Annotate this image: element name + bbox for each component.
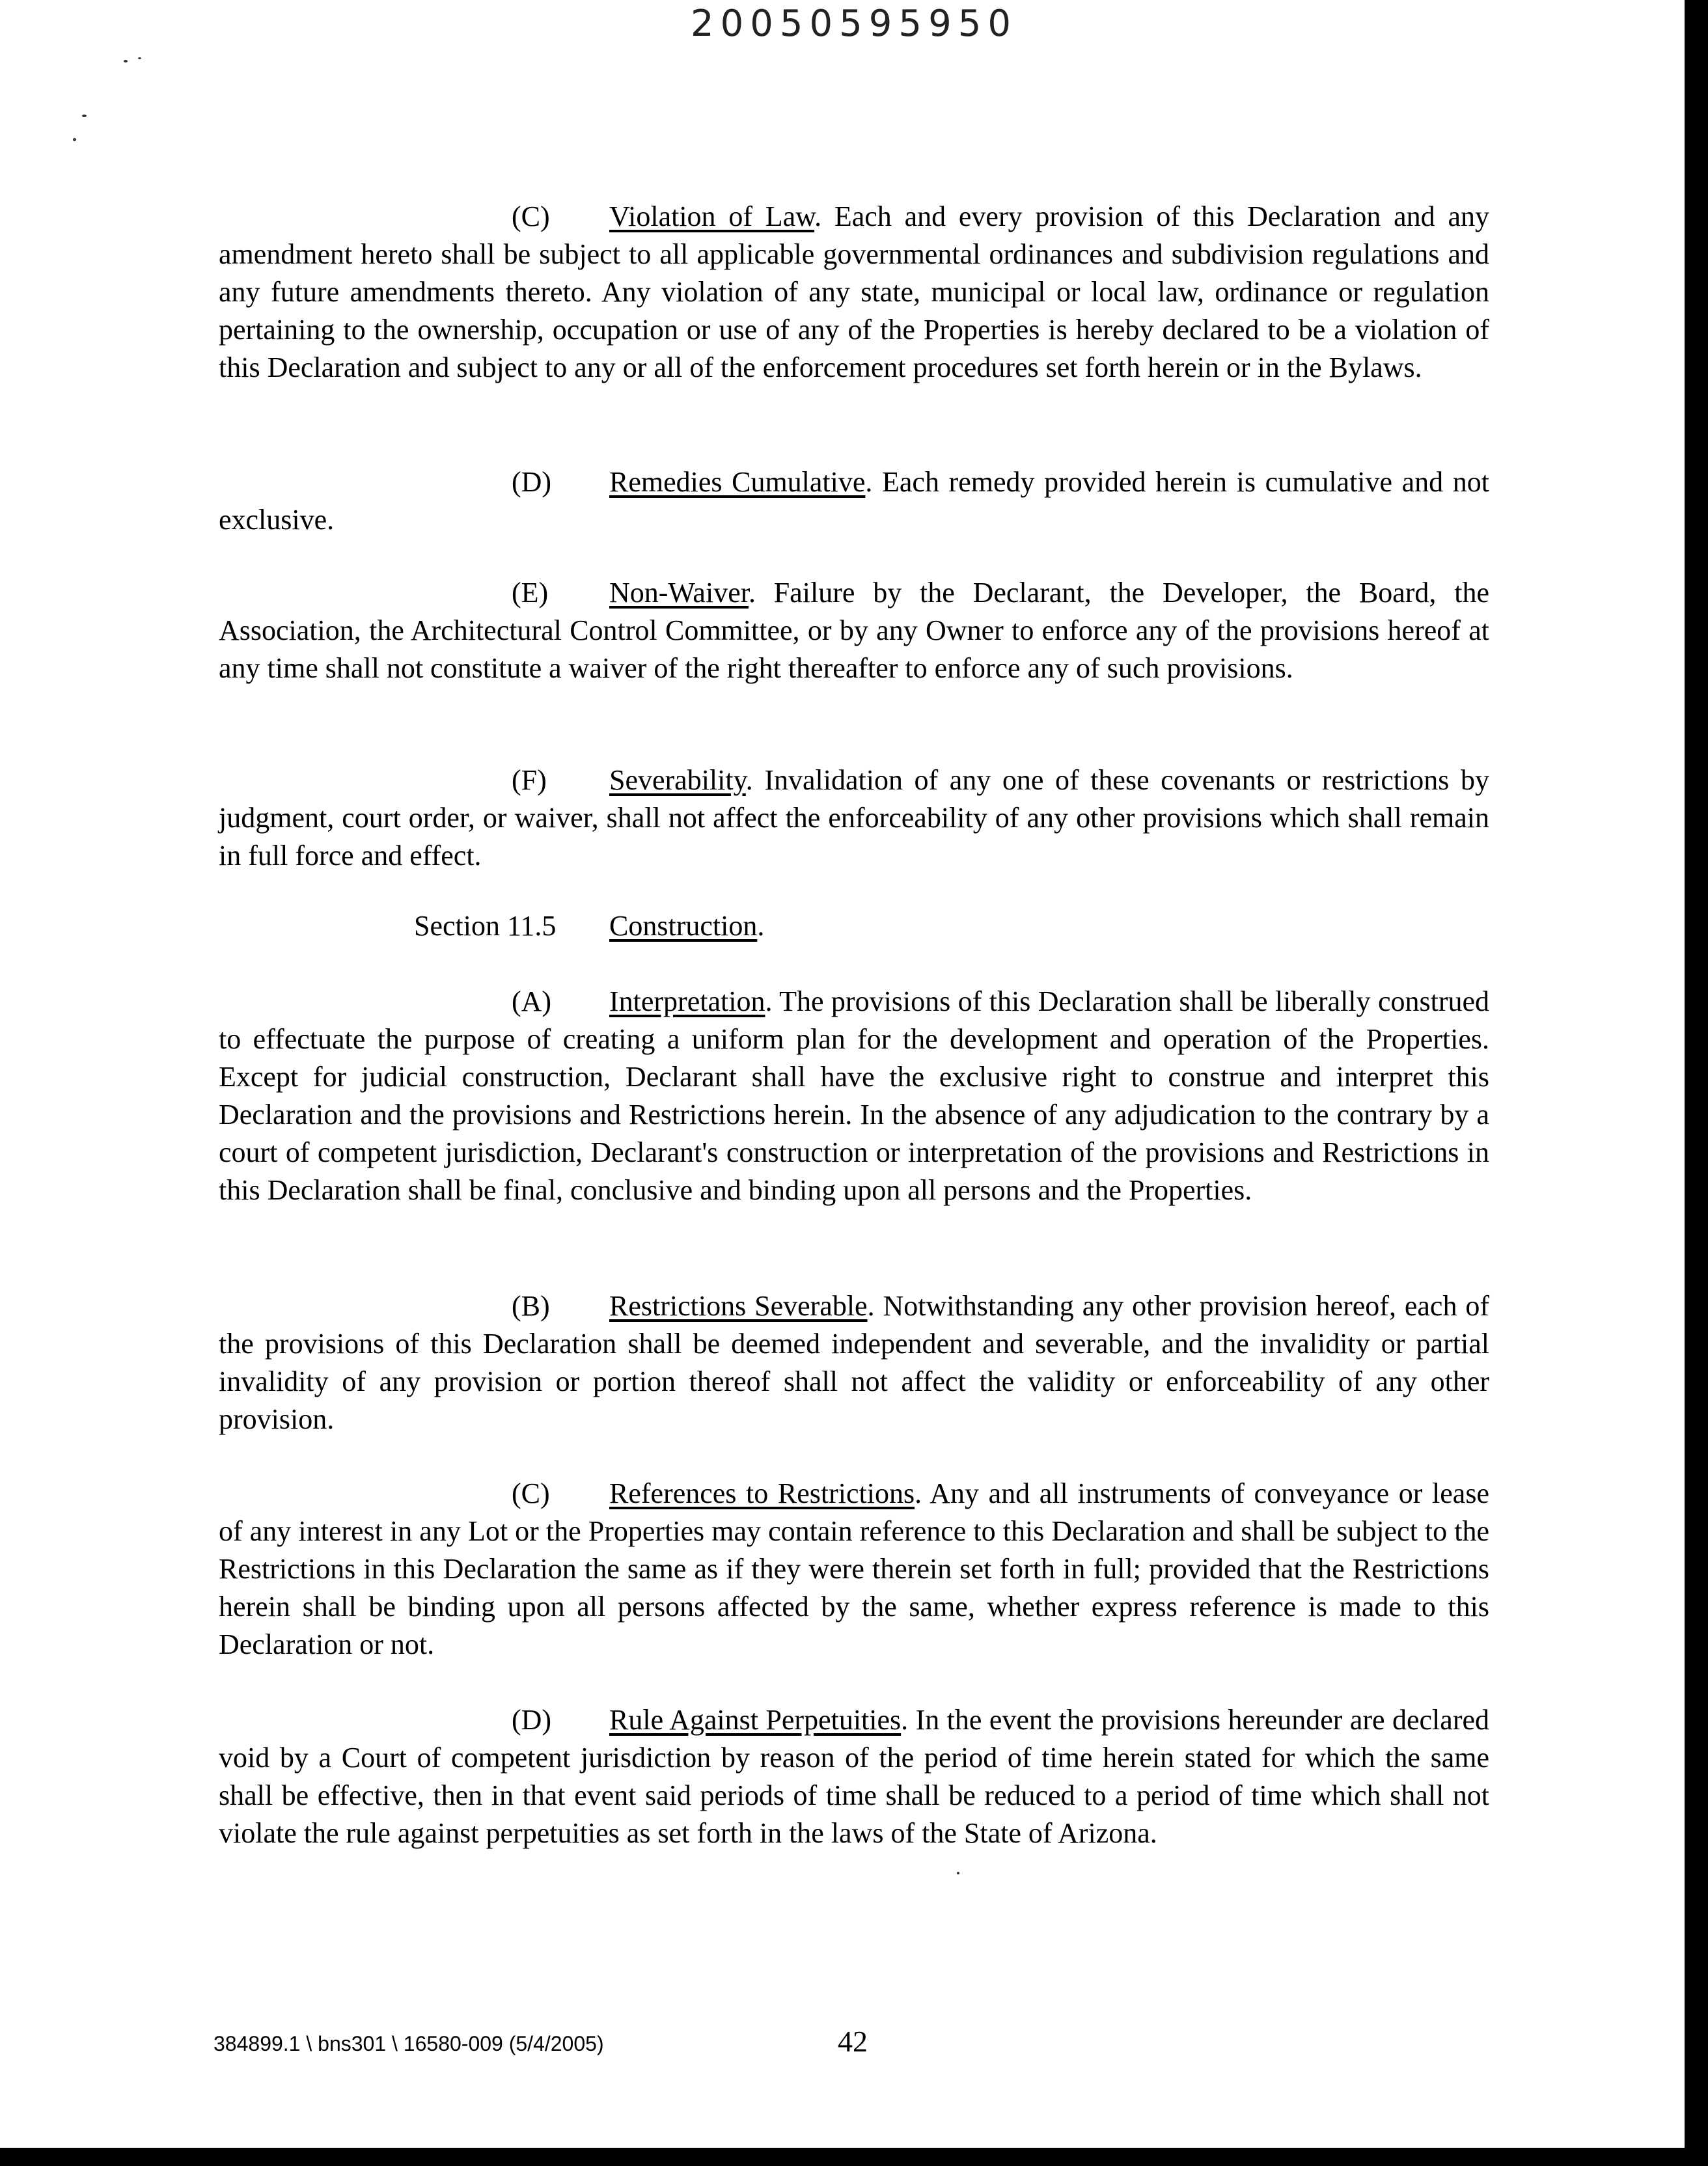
paragraph-remedies-cumulative	[219, 463, 1489, 539]
paragraph-rule-against-perpetuities	[219, 1701, 1489, 1852]
scan-border-right	[1685, 0, 1708, 2166]
section-period: .	[757, 910, 765, 942]
paragraph-violation-of-law	[219, 198, 1489, 387]
paragraph-heading: Violation of Law	[609, 200, 815, 232]
paragraph-text: . Notwithstanding any other provision hereof, each of the provisions of this Declaration shall be deemed independent and severable, and the invalidity or partial invalidity of any provision or portion thereof shall not affect the validity or enforceability of any other provision.	[219, 1290, 1489, 1435]
paragraph-label: (F)	[512, 764, 547, 796]
scan-speck	[138, 57, 141, 59]
paragraph-text: . In the event the provisions hereunder are declared void by a Court of competent jurisdiction by reason of the period of time herein stated for which the same shall be effective, then in that event said periods of time shall be reduced to a period of time which shall not violate the rule against perpetuities as set forth in the laws of the State of Arizona.	[219, 1704, 1489, 1849]
section-heading	[219, 907, 1489, 945]
scan-speck	[73, 138, 76, 141]
paragraph-heading: Non-Waiver	[609, 577, 749, 609]
paragraph-non-waiver	[219, 574, 1489, 687]
paragraph-text: . Any and all instruments of conveyance or lease of any interest in any Lot or the Properties may contain reference to this Declaration and shall be subject to the Restrictions in this Declaration the same as if they were therein set forth in full; provided that the Restrictions herein shall be binding upon all persons affected by the same, whether express reference is made to this Declaration or not.	[219, 1477, 1489, 1660]
paragraph-heading: References to Restrictions	[609, 1477, 915, 1509]
paragraph-heading: Restrictions Severable	[609, 1290, 868, 1322]
paragraph-heading: Severability	[609, 764, 746, 796]
paragraph-heading: Interpretation	[609, 985, 765, 1017]
paragraph-text: . Each and every provision of this Declaration and any amendment hereto shall be subject to all applicable governmental ordinances and subdivision regulations and any future amendments thereto. Any violation of any state, municipal or local law, ordinance or regulation pertaining to the ownership, occupation or use of any of the Properties is hereby declared to be a violation of this Declaration and subject to any or all of the enforcement procedures set forth herein or in the Bylaws.	[219, 200, 1489, 383]
section-number: Section 11.5	[414, 910, 557, 942]
paragraph-label: (B)	[512, 1290, 550, 1322]
paragraph-severability	[219, 761, 1489, 875]
paragraph-references-to-restrictions	[219, 1475, 1489, 1664]
section-title: Construction	[609, 910, 758, 942]
paragraph-label: (A)	[512, 985, 552, 1017]
paragraph-restrictions-severable	[219, 1287, 1489, 1438]
paragraph-label: (E)	[512, 577, 549, 609]
paragraph-label: (D)	[512, 1704, 552, 1736]
paragraph-text: . Each remedy provided herein is cumulative and not exclusive.	[219, 466, 1490, 536]
paragraph-heading: Remedies Cumulative	[609, 466, 866, 498]
document-stamp-number: 20050595950	[691, 3, 1017, 45]
scan-border-bottom	[0, 2148, 1708, 2166]
paragraph-label: (D)	[512, 466, 552, 498]
page-number: 42	[838, 2025, 868, 2058]
scan-speck	[957, 1872, 959, 1874]
paragraph-heading: Rule Against Perpetuities	[609, 1704, 902, 1736]
paragraph-label: (C)	[512, 1477, 550, 1509]
paragraph-interpretation	[219, 983, 1489, 1209]
scan-speck	[124, 60, 128, 62]
paragraph-text: . Failure by the Declarant, the Developer, the Board, the Association, the Architectural Control Committee, or by any Owner to enforce any of the provisions hereof at any time shall not constitute a waiver of the right thereafter to enforce any of such provisions.	[219, 577, 1489, 684]
paragraph-label: (C)	[512, 200, 550, 232]
paragraph-text: . The provisions of this Declaration shall be liberally construed to effectuate the purpose of creating a uniform plan for the development and operation of the Properties. Except for judicial construction, Declarant shall have the exclusive right to construe and interpret this Declaration and the provisions and Restrictions herein. In the absence of any adjudication to the contrary by a court of competent jurisdiction, Declarant's construction or interpretation of the provisions and Restrictions in this Declaration shall be final, conclusive and binding upon all persons and the Properties.	[219, 985, 1489, 1206]
footer-document-reference: 384899.1 \ bns301 \ 16580-009 (5/4/2005)	[214, 2032, 604, 2055]
scan-speck	[82, 115, 87, 117]
paragraph-text: . Invalidation of any one of these covenants or restrictions by judgment, court order, or waiver, shall not affect the enforceability of any other provisions which shall remain in full force and effect.	[219, 764, 1489, 871]
